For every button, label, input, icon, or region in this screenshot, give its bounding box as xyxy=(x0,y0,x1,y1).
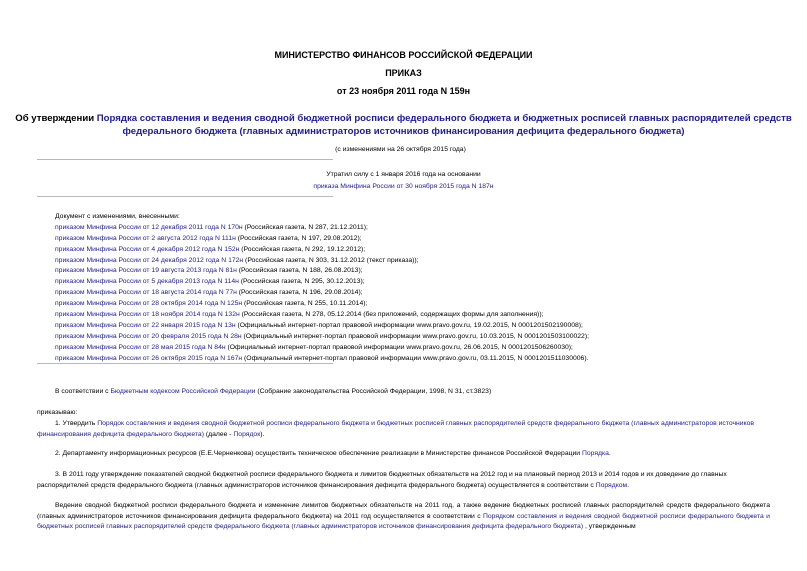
paragraph-1: 1. Утвердить Порядок составления и ведения сводной бюджетной росписи федерального бюджета и бюджетных росписей главных распорядителей средств федерального бюджета (главных администраторов источников финансирования дефицита федерального бюджета) (далее - Порядок). xyxy=(37,420,755,438)
doc-type-heading: ПРИКАЗ xyxy=(385,68,422,78)
list-item: приказом Минфина России от 18 августа 2014 года N 77н (Российская газета, N 196, 29.08.2014); xyxy=(55,289,363,297)
list-item: приказом Минфина России от 12 декабря 2011 года N 170н (Российская газета, N 287, 21.12.2011); xyxy=(55,223,368,231)
title-link-line1[interactable]: Порядка составления и ведения сводной бюджетной росписи федерального бюджета и бюджетных росписей главных распорядителей средств xyxy=(96,113,792,124)
amendments-list xyxy=(55,212,589,364)
validity-line1: Утратил силу с 1 января 2016 года на основании xyxy=(326,171,481,178)
amendment-link[interactable]: приказом Минфина России от 24 декабря 2012 года N 172н xyxy=(55,256,244,264)
procedure-link[interactable]: Порядок составления и ведения сводной бюджетной росписи федерального бюджета и бюджетных росписей главных распорядителей средств федерального бюджета (главных администраторов источников финансирования дефицита федерального бюджета) xyxy=(37,420,755,438)
budget-code-link[interactable]: Бюджетным кодексом Российской Федерации xyxy=(110,388,256,395)
procedure-link[interactable]: Порядка xyxy=(581,450,609,457)
revision-note-text: (с изменениями на 26 октября 2015 года) xyxy=(335,146,466,153)
list-item: приказом Минфина России от 20 февраля 2015 года N 28н (Официальный интернет-портал правовой информации www.pravo.gov.ru, 10.03.2015, N 0001201503100022); xyxy=(55,332,589,340)
divider-line xyxy=(37,196,333,197)
list-item: приказом Минфина России от 4 декабря 2012 года N 152н (Российская газета, N 292, 19.12.2012); xyxy=(55,245,366,253)
amendment-link[interactable]: приказом Минфина России от 22 января 2015 года N 13н xyxy=(55,321,236,329)
title-link-line2[interactable]: федерального бюджета (главных администраторов источников финансирования дефицита федерального бюджета) xyxy=(122,126,685,137)
amendments-heading: Документ с изменениями, внесенными: xyxy=(55,213,180,220)
divider-line xyxy=(37,159,333,160)
amendment-link[interactable]: приказом Минфина России от 19 августа 2013 года N 81н xyxy=(55,267,237,275)
list-item: приказом Минфина России от 5 декабря 2013 года N 114н (Российская газета, N 295, 30.12.2013); xyxy=(55,278,365,286)
amendment-link[interactable]: приказом Минфина России от 18 августа 2014 года N 77н xyxy=(55,289,237,297)
document-title xyxy=(0,112,807,138)
amendment-link[interactable]: приказом Минфина России от 18 ноября 2014 года N 132н xyxy=(55,311,240,319)
list-item: приказом Минфина России от 24 декабря 2012 года N 172н (Российская газета, N 303, 31.12.2012 (текст приказа)); xyxy=(55,256,419,264)
ministry-heading: МИНИСТЕРСТВО ФИНАНСОВ РОССИЙСКОЙ ФЕДЕРАЦИИ xyxy=(274,50,533,60)
paragraph-3: 3. В 2011 году утверждение показателей сводной бюджетной росписи федерального бюджета и лимитов бюджетных обязательств на 2012 год и на плановый период 2013 и 2014 годов и их доведение до главных распорядителей средств федерального бюджета (главных администраторов источников финансирования дефицита федерального бюджета) осуществляется в соответствии с Порядком. xyxy=(37,471,727,489)
revision-note xyxy=(0,146,807,153)
list-item: приказом Минфина России от 22 января 2015 года N 13н (Официальный интернет-портал правовой информации www.pravo.gov.ru, 19.02.2015, N 0001201502190008); xyxy=(55,321,583,329)
amendment-link[interactable]: приказом Минфина России от 20 февраля 2015 года N 28н xyxy=(55,332,242,340)
procedure-link[interactable]: Порядком xyxy=(595,481,628,489)
amendment-link[interactable]: приказом Минфина России от 2 августа 2012 года N 111н xyxy=(55,234,236,242)
list-item: приказом Минфина России от 26 октября 2015 года N 167н (Официальный интернет-портал правовой информации www.pravo.gov.ru, 03.11.2015, N 0001201511030006). xyxy=(55,354,589,362)
repeal-order-link[interactable]: приказа Минфина России от 30 ноября 2015 года N 187н xyxy=(313,183,494,190)
list-item: приказом Минфина России от 28 октября 2014 года N 125н (Российская газета, N 255, 10.11.2014); xyxy=(55,300,368,308)
paragraph-4: Ведение сводной бюджетной росписи федерального бюджета и изменение лимитов бюджетных обязательств на 2011 год, а также ведение бюджетных росписей главных распорядителей средств федерального бюджета (главных администраторов источников финансирования дефицита федерального бюджета) на 2011 год осуществляется в соответствии с Порядком составления и ведения сводной бюджетной росписи федерального бюджета и бюджетных росписей главных распорядителей средств федерального бюджета (главных администраторов источников финансирования дефицита федерального бюджета) , утвержденным xyxy=(37,502,770,531)
amendment-link[interactable]: приказом Минфина России от 26 октября 2015 года N 167н xyxy=(55,354,243,362)
validity-line2 xyxy=(0,183,807,190)
amendment-link[interactable]: приказом Минфина России от 28 мая 2015 года N 84н xyxy=(55,343,226,351)
list-item: приказом Минфина России от 18 ноября 2014 года N 132н (Российская газета, N 278, 05.12.2014 (без приложений, содержащих формы для заполнения)); xyxy=(55,311,544,319)
paragraph-2: 2. Департаменту информационных ресурсов (Е.Е.Черненкова) осуществить техническое обеспечение реализации в Министерстве финансов Российской Федерации Порядка. xyxy=(55,450,611,457)
procedure-full-link[interactable]: Порядком составления и ведения сводной бюджетной росписи федерального бюджета и бюджетных росписей главных распорядителей средств федерального бюджета (главных администраторов источников финансирования дефицита федерального бюджета) xyxy=(37,512,770,531)
title-prefix: Об утверждении xyxy=(15,113,97,124)
procedure-short-link[interactable]: Порядок xyxy=(233,430,261,438)
amendment-link[interactable]: приказом Минфина России от 12 декабря 2011 года N 170н xyxy=(55,223,243,231)
amendment-link[interactable]: приказом Минфина России от 5 декабря 2013 года N 114н xyxy=(55,278,239,286)
divider-line xyxy=(37,363,333,364)
orders-word: приказываю: xyxy=(37,409,78,416)
basis-paragraph: В соответствии с Бюджетным кодексом Российской Федерации (Собрание законодательства Российской Федерации, 1998, N 31, ст.3823) xyxy=(55,388,492,395)
amendment-link[interactable]: приказом Минфина России от 4 декабря 2012 года N 152н xyxy=(55,245,240,253)
amendment-link[interactable]: приказом Минфина России от 28 октября 2014 года N 125н xyxy=(55,300,243,308)
list-item: приказом Минфина России от 2 августа 2012 года N 111н (Российская газета, N 197, 29.08.2012); xyxy=(55,234,362,242)
date-number-heading: от 23 ноября 2011 года N 159н xyxy=(336,86,471,96)
list-item: приказом Минфина России от 19 августа 2013 года N 81н (Российская газета, N 188, 26.08.2013); xyxy=(55,267,363,275)
list-item: приказом Минфина России от 28 мая 2015 года N 84н (Официальный интернет-портал правовой информации www.pravo.gov.ru, 26.06.2015, N 0001201506260030); xyxy=(55,343,573,351)
